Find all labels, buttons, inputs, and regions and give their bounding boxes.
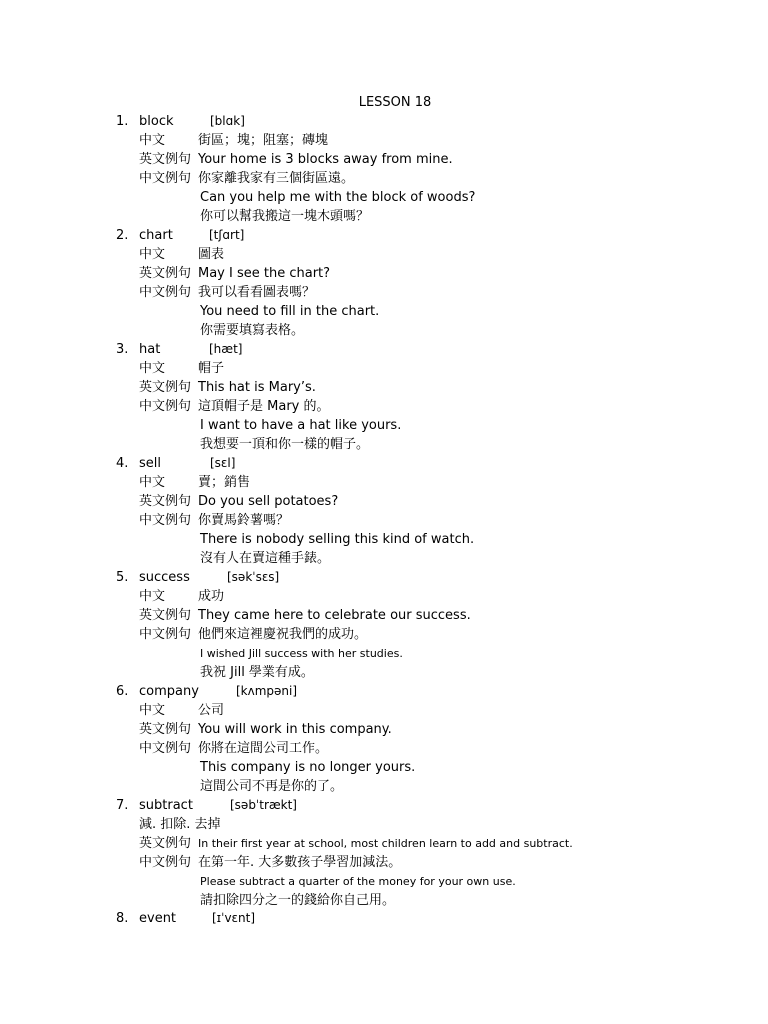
example-zh-sentence-2: 請扣除四分之一的錢給你自己用。 — [200, 893, 396, 908]
example-zh-sentence: 在第一年. 大多數孩子學習加減法。 — [198, 855, 402, 870]
entry-ipa: [blɑk] — [210, 114, 245, 128]
entry-ipa: [sɛl] — [210, 456, 236, 470]
meaning-text: 賣；銷售 — [198, 475, 251, 490]
meaning-label: 中文 — [139, 247, 166, 262]
entry-ipa: [ɪˈvɛnt] — [212, 911, 256, 925]
meaning-text: 帽子 — [198, 361, 225, 376]
example-zh-label: 中文例句 — [139, 285, 192, 300]
entry-ipa: [tʃɑrt] — [209, 228, 245, 242]
example-zh-label: 中文例句 — [139, 513, 192, 528]
entry-ipa: [kʌmpəni] — [236, 684, 298, 698]
entry-word: block — [139, 114, 174, 129]
example-sentence-2: Can you help me with the block of woods? — [200, 190, 476, 205]
example-label: 英文例句 — [139, 494, 192, 509]
meaning-label: 中文 — [139, 361, 166, 376]
example-label: 英文例句 — [139, 266, 192, 281]
example-label: 英文例句 — [139, 380, 192, 395]
example-zh-label: 中文例句 — [139, 627, 192, 642]
example-zh-sentence: 你將在這間公司工作。 — [198, 741, 329, 756]
entry-word: subtract — [139, 798, 193, 813]
example-zh-label: 中文例句 — [139, 855, 192, 870]
example-zh-sentence-2: 你可以幫我搬這一塊木頭嗎？ — [200, 209, 370, 224]
example-zh-sentence-2: 沒有人在賣這種手錶。 — [200, 551, 331, 566]
entry-number: 5. — [116, 570, 129, 585]
example-sentence-2: I wished Jill success with her studies. — [200, 647, 403, 660]
meaning-text: 圖表 — [198, 247, 225, 262]
entry-ipa: [hæt] — [209, 342, 243, 356]
example-zh-sentence: 這頂帽子是 Mary 的。 — [198, 399, 330, 414]
example-sentence-2: This company is no longer yours. — [200, 760, 416, 775]
entry-word: success — [139, 570, 190, 585]
example-sentence-2: There is nobody selling this kind of watch. — [200, 532, 475, 547]
example-zh-sentence-2: 我想要一頂和你一樣的帽子。 — [200, 437, 370, 452]
meaning-text: 公司 — [198, 703, 225, 718]
entry-ipa: [səkˈsɛs] — [227, 570, 280, 584]
example-sentence-2: Please subtract a quarter of the money for your own use. — [200, 875, 516, 888]
meaning-label: 中文 — [139, 475, 166, 490]
example-label: 英文例句 — [139, 836, 192, 851]
example-sentence: They came here to celebrate our success. — [198, 608, 471, 623]
entry-number: 6. — [116, 684, 129, 699]
example-zh-label: 中文例句 — [139, 741, 192, 756]
example-label: 英文例句 — [139, 608, 192, 623]
lesson-title: LESSON 18 — [358, 95, 432, 110]
entry-number: 3. — [116, 342, 129, 357]
meaning-label: 減. 扣除. 去掉 — [139, 817, 221, 832]
entry-number: 8. — [116, 911, 129, 926]
example-zh-sentence-2: 我祝 Jill 學業有成。 — [200, 665, 314, 680]
entry-number: 4. — [116, 456, 129, 471]
entry-word: company — [139, 684, 199, 699]
entry-number: 2. — [116, 228, 129, 243]
entry-word: chart — [139, 228, 173, 243]
entry-number: 7. — [116, 798, 129, 813]
example-sentence: May I see the chart? — [198, 266, 331, 281]
example-label: 英文例句 — [139, 152, 192, 167]
example-zh-sentence-2: 你需要填寫表格。 — [200, 323, 305, 338]
example-label: 英文例句 — [139, 722, 192, 737]
example-zh-sentence: 你家離我家有三個街區遠。 — [198, 171, 355, 186]
example-zh-sentence: 他們來這裡慶祝我們的成功。 — [198, 627, 368, 642]
meaning-label: 中文 — [139, 703, 166, 718]
example-sentence: Your home is 3 blocks away from mine. — [198, 152, 453, 167]
meaning-text: 成功 — [198, 589, 225, 604]
meaning-label: 中文 — [139, 133, 166, 148]
meaning-text: 街區；塊；阻塞；磚塊 — [198, 133, 329, 148]
entry-word: hat — [139, 342, 161, 357]
meaning-label: 中文 — [139, 589, 166, 604]
example-sentence: Do you sell potatoes? — [198, 494, 339, 509]
example-zh-sentence-2: 這間公司不再是你的了。 — [200, 779, 344, 794]
entry-word: sell — [139, 456, 161, 471]
entry-number: 1. — [116, 114, 129, 129]
example-sentence-2: I want to have a hat like yours. — [200, 418, 402, 433]
example-sentence-2: You need to fill in the chart. — [200, 304, 380, 319]
example-zh-sentence: 你賣馬鈴薯嗎？ — [198, 513, 290, 528]
example-sentence: In their first year at school, most children learn to add and subtract. — [198, 837, 573, 850]
entry-ipa: [səbˈtrækt] — [230, 798, 297, 812]
example-zh-sentence: 我可以看看圖表嗎？ — [198, 285, 316, 300]
example-sentence: This hat is Mary’s. — [198, 380, 316, 395]
example-sentence: You will work in this company. — [198, 722, 392, 737]
entry-word: event — [139, 911, 177, 926]
example-zh-label: 中文例句 — [139, 171, 192, 186]
example-zh-label: 中文例句 — [139, 399, 192, 414]
